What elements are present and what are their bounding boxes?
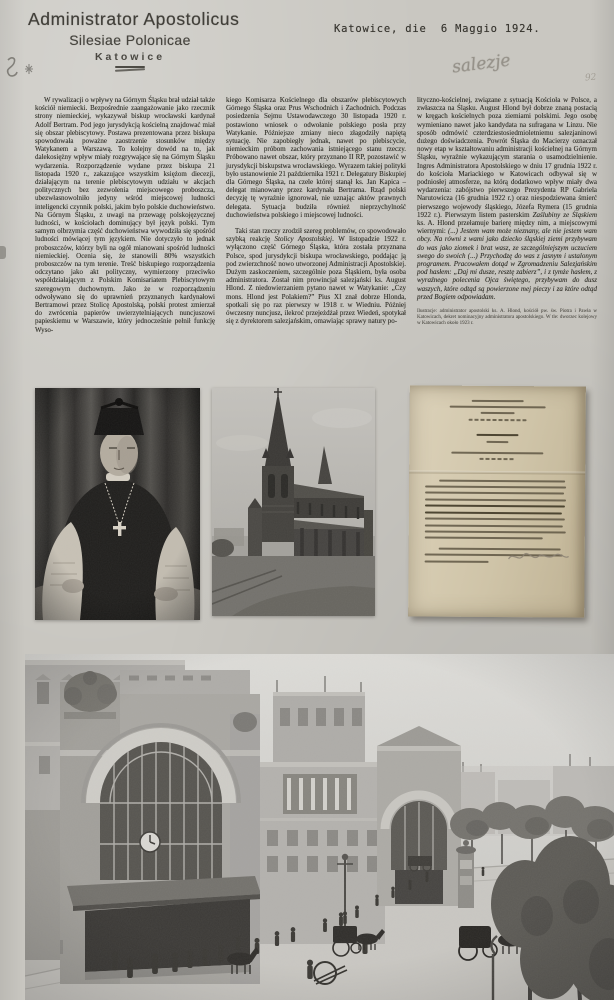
article-column [417,96,597,334]
portrait-photo [35,388,200,620]
article-column [35,96,215,334]
signature-icon [507,549,571,565]
station-photo [25,654,614,1000]
typed-title [476,434,518,437]
typed-dateline [451,451,543,454]
typed-paragraph [425,480,569,540]
typed-heading [426,399,570,421]
article-column [226,96,406,334]
photo-caption: Ilustracje: administrator apostolski ks. A. Hlond, kościół pw. św. Piotra i Pawła w Katowicach, dekret nominacyjny administratora apostolskiego. W tle: dworzec kolejowy w Katowicach około 1923 r. [417,309,597,327]
letterhead-city: Katowice [94,51,166,63]
document-photo [408,385,586,617]
dateline: Katowice, die 6 Maggio 1924. [334,23,541,35]
article-paragraph: Taki stan rzeczy zrodził szereg problemów, co spowodowało szybką reakcję Stolicy Apostolskiej. W listopadzie 1922 r. wyłączono część Górnego Śląska, która została przyznana Polsce, spod jurysdykcji biskupa wrocławskiego, poddając ją pod zwierzchność nowo utworzonej Administracji Apostolskiej. Dużym zaskoczeniem, szczególnie poza Śląskiem, była osoba administratora. Został nim prowincjał salezjański ks. August Hlond. Z niedowierzaniem pytano nawet w Watykanie: „Czy mons. Hlond jest Polakiem?” Pius XI znał dobrze Hlonda, spotkali się po raz pierwszy w 1918 r. w Wiedniu. Później ówczesny nuncjusz, ilekroć przejeżdżał przez Wiedeń, spotykał się z dyrektorem salezjańskim, omawiając sprawy natury po- [226,227,407,326]
pencil-note: salezje [450,50,512,78]
scan-artifact [0,246,6,259]
letterhead [28,9,240,70]
article-paragraph: kiego Komisarza Kościelnego dla obszarów plebiscytowych Górnego Śląska oraz Prus Wschodnich i Zachodnich. Podczas posiedzenia Sejmu Ustawodawczego 30 listopada 1920 r. postawiono wniosek o odwołanie polskiego posła przy Watykanie. Późniejsze zmiany nieco złagodziły napiętą sytuację. Nie zapobiegły jednak, nawet po plebiscycie, niemieckim próbom zachowania istniejącego stanu rzeczy. Próbowano nawet obszar, który przyznano II RP, pozostawić w jurysdykcji biskupstwa wrocławskiego. Wyrazem takiej polityki było ustanowienie 21 października 1921 r. Delegatury Biskupiej dla Górnego Śląska, na czele której stanął ks. Jan Kapica – delegat mianowany przez kardynała Bertrama. Rząd polski decyzję tę wyraźnie ignorował, nie uznając aktów prawnych delegata. Sytuacja budziła również nieprzychylność duchowieństwa polskiego i miejscowej ludności. [226,96,407,219]
letterhead-subtitle: Silesiae Polonicae [69,32,191,48]
article-columns [35,96,597,334]
article-paragraph: W rywalizacji o wpływy na Górnym Śląsku brał udział także kościół niemiecki. Bezpośrednie zaangażowanie jako rzecznik strony niemieckiej, wykazywał biskup wrocławski kardynał Adolf Bertram. Pod jego jurysdykcją kościelną znajdować miał się obszar plebiscytowy. Postawa prezentowana przez biskupa spowodowała poważne zaostrzenie stosunków między Watykanem a Warszawą. To kolejny dowód na to, jak dalekosiężny wpływ miały rozgrywające się na Górnym Śląsku wydarzenia. Rozporządzenie wydane przez biskupa 21 listopada 1920 r., zakazujące wszystkim księżom diecezji, działającym na terenie plebiscytowym udziału w akcjach politycznych bez zezwolenia miejscowego proboszcza, ubezwłasnowolniło jedyny wśród miejscowej ludności inteligencki czynnik polski, jakim było polskie duchowieństwo. Na Górnym Śląsku, z uwagi na przewagę polskojęzycznej ludności, w kościołach dominujący był język polski. Tym samym olbrzymia część duchowieństwa wywodziła się spośród ludności mówiącej tym językiem. Nie dotyczyło to jednak proboszczów, którzy byli na ogół mianowani spośród ludności niemieckiej. Ocenia się, że stanowili 80% wszystkich proboszczów na tym terenie. Treść biskupiego rozporządzenia odczytano jako akt polityczny, wymierzony przeciwko współdziałającym z Polskim Komisariatem Plebiscytowym szeregowym duchownym. Jako że w rozporządzeniu odwoływano się do uprawnień przyznanych kardynałowi Bertramowi przez Stolicę Apostolską, polski protest zmierzał do zwrócenia papierów uwierzytelniających nuncjuszowi papieskiemu w Warszawie, który jednocześnie pełnił funkcję Wyso- [35,96,215,334]
letterhead-title: Administrator Apostolicus [28,9,240,29]
letterhead-rule [115,66,145,70]
pencil-page-number: 92 [584,72,597,84]
article-paragraph: lityczno-kościelnej, związane z sytuacją Kościoła w Polsce, a zwłaszcza na Śląsku. August Hlond był dobrze znaną postacią w kręgach kościelnych poza ziemiami polskimi. Jego osobę wymieniano nawet jako kandydata na sufragana w Linzu. Nie sposób odmówić czterdziestosiedmioletniemu salezjaninowi dużego doświadczenia. Powrót Śląska do Macierzy oznaczał nowy etap w kształtowaniu administracji kościelnej na Górnym Śląsku, wyraźnie wykazującym starania o usamodzielnienie. Ingres Administratora Apostolskiego w dniu 17 grudnia 1922 r. do kościoła Mariackiego w Katowicach odbywał się w podniosłej atmosferze, na którą dodatkowo wpływ miały dwa wydarzenia: zabójstwo pierwszego Prezydenta RP Gabriela Narutowicza (16 grudnia 1922 r.) oraz niespodziewana śmierć pierwszego wojewody śląskiego, Józefa Rymera (15 grudnia 1922 r.). Pierwszym listem pasterskim Zaślubiny ze Śląskiem ks. A. Hlond przełamuje barierę między nim, a miejscowymi wiernymi: (...) Jestem wam może nieznany, ale nie jestem wam obcy. Na równi z wami jako dziecko śląskiej ziemi przybywam do was jako ziomek i brat wasz, ze szczególniejszym uczuciem swego do swoich (...) Przychodzę do was z jasnym i ustalonym programem. Pracowałem dotąd w Zgromadzeniu Salezjańskim pod hasłem: „Daj mi dusze, resztę zabierz”, i z tymże hasłem, z wyraźnego polecenia Ojca świętego, przybywam do dusz waszych, które odtąd są powierzone mej pieczy i za które odtąd przed Bogiem odpowiadam. [417,96,598,301]
church-photo [212,388,375,616]
